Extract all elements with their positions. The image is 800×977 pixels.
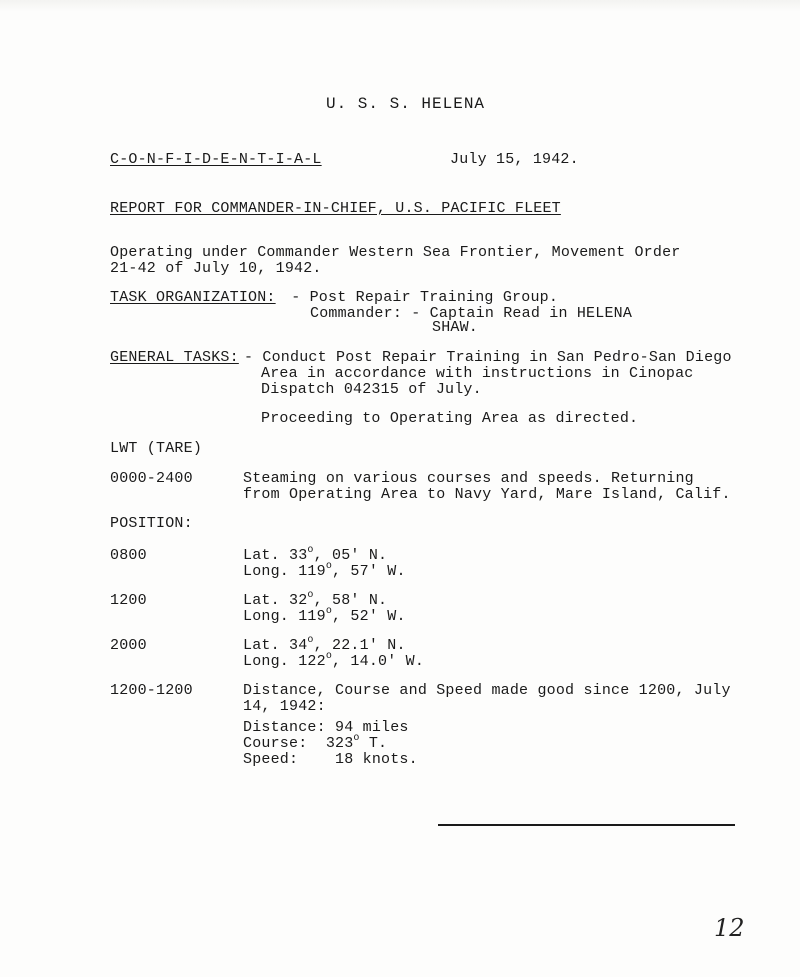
position-lat: Lat. 32$^o$, 58' N. <box>243 590 388 609</box>
general-tasks-line-3: Dispatch 042315 of July. <box>261 381 482 398</box>
made-good-speed: Speed: 18 knots. <box>243 751 418 768</box>
general-tasks-line-2: Area in accordance with instructions in Cinopac <box>261 365 694 382</box>
position-lat: Lat. 34$^o$, 22.1' N. <box>243 635 406 654</box>
task-org-line-3: SHAW. <box>432 319 479 336</box>
general-tasks-line-4: Proceeding to Operating Area as directed. <box>261 410 639 427</box>
position-label: POSITION: <box>110 515 193 532</box>
signature-line <box>438 824 735 826</box>
made-good-time: 1200-1200 <box>110 682 193 699</box>
operating-line-1: Operating under Commander Western Sea Frontier, Movement Order <box>110 244 681 261</box>
position-long: Long. 119$^o$, 52' W. <box>243 606 406 625</box>
ship-name: U. S. S. HELENA <box>326 95 486 113</box>
degree-symbol: o <box>307 545 314 556</box>
position-lat: Lat. 33$^o$, 05' N. <box>243 545 388 564</box>
report-date: July 15, 1942. <box>450 151 579 168</box>
task-org-line-1: - Post Repair Training Group. <box>282 289 559 306</box>
lwt-label: LWT (TARE) <box>110 440 203 457</box>
page-number: 12 <box>714 914 745 942</box>
degree-symbol: o <box>307 590 314 601</box>
position-long: Long. 122$^o$, 14.0' W. <box>243 651 425 670</box>
degree-symbol: o <box>307 635 314 646</box>
degree-symbol: o <box>353 733 360 744</box>
degree-symbol: o <box>325 561 333 572</box>
position-time: 1200 <box>110 592 147 609</box>
made-good-distance: Distance: 94 miles <box>243 719 409 736</box>
position-time: 0800 <box>110 547 147 564</box>
classification: C-O-N-F-I-D-E-N-T-I-A-L <box>110 151 322 168</box>
steaming-time: 0000-2400 <box>110 470 193 487</box>
steaming-line-1: Steaming on various courses and speeds. Returning <box>243 470 694 487</box>
steaming-line-2: from Operating Area to Navy Yard, Mare Island, Calif. <box>243 486 731 503</box>
made-good-line-2: 14, 1942: <box>243 698 326 715</box>
position-long: Long. 119$^o$, 57' W. <box>243 561 406 580</box>
report-title: REPORT FOR COMMANDER-IN-CHIEF, U.S. PACIFIC FLEET <box>110 200 561 217</box>
degree-symbol: o <box>325 651 333 662</box>
task-org-label: TASK ORGANIZATION: <box>110 289 276 306</box>
general-tasks-label: GENERAL TASKS: <box>110 349 239 366</box>
operating-line-2: 21-42 of July 10, 1942. <box>110 260 322 277</box>
degree-symbol: o <box>325 606 333 617</box>
task-org-line-2: Commander: - Captain Read in HELENA <box>310 305 633 322</box>
scan-edge <box>0 0 800 12</box>
position-time: 2000 <box>110 637 147 654</box>
made-good-line-1: Distance, Course and Speed made good since 1200, July <box>243 682 731 699</box>
made-good-course: Course: 323$^o$ T. <box>243 733 388 752</box>
general-tasks-line-1: - Conduct Post Repair Training in San Pedro-San Diego <box>244 349 732 366</box>
